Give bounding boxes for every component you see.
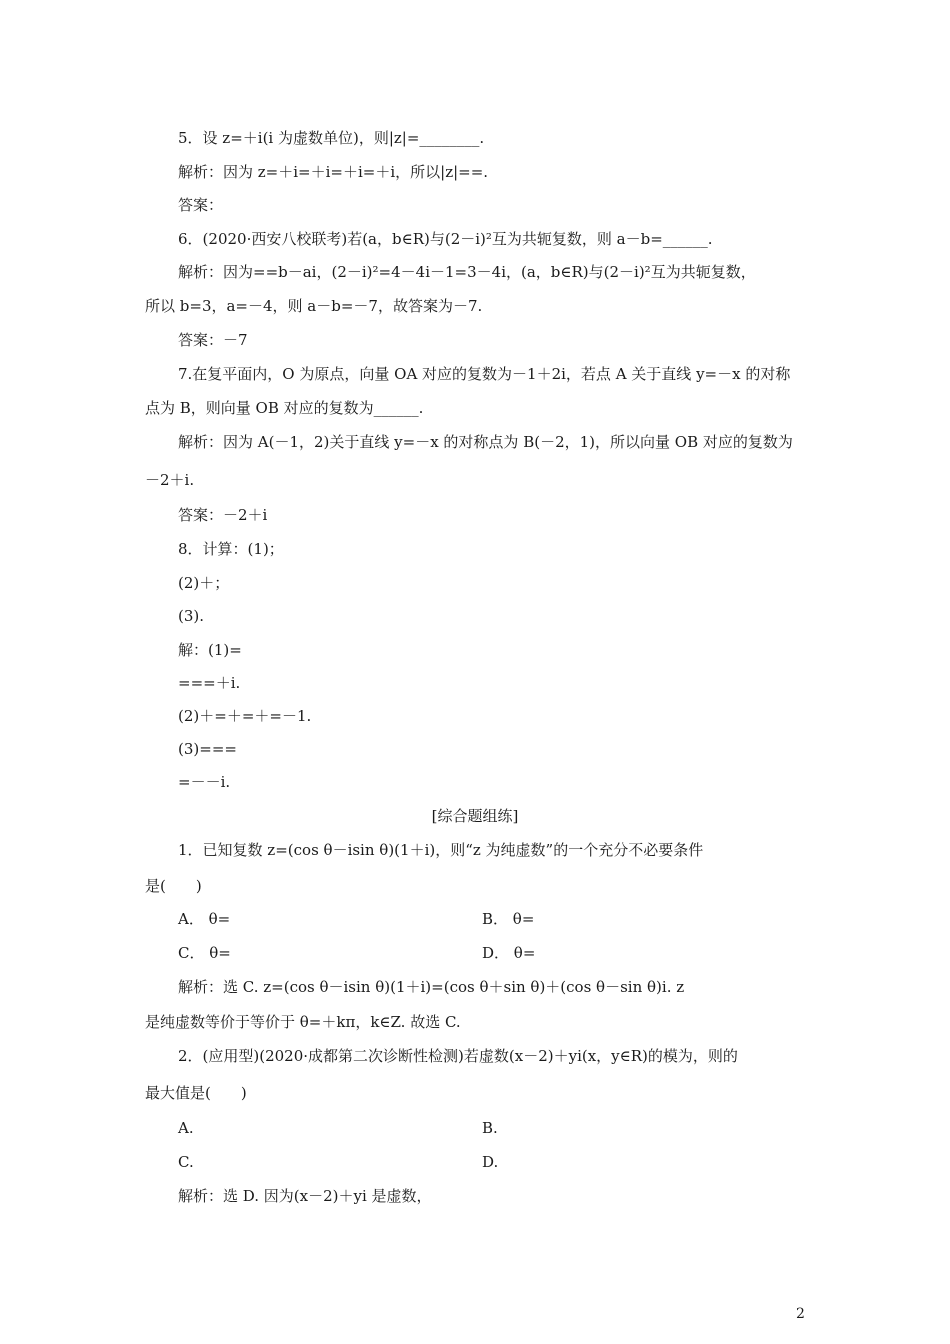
answer-6: 答案：－7 [178, 331, 248, 349]
exercise-2-option-d: D. [482, 1153, 499, 1171]
problem-6: 6．(2020·西安八校联考)若(a，b∈R)与(2－i)²互为共轭复数，则 a－b=______. [178, 230, 713, 248]
solution-8-line-2: ===＋i. [178, 674, 241, 692]
exercise-1-solution-1: 解析：选 C. z=(cos θ－isin θ)(1＋i)=(cos θ＋sin θ)＋(cos θ－sin θ)i. z [178, 978, 685, 996]
solution-8-part-3-a: (3)=== [178, 740, 237, 758]
solution-7-line-1: 解析：因为 A(－1，2)关于直线 y=－x 的对称点为 B(－2，1)，所以向量 OB 对应的复数为 [178, 433, 793, 451]
problem-8: 8．计算：(1)； [178, 540, 284, 558]
exercise-1-line-1: 1．已知复数 z=(cos θ－isin θ)(1＋i)，则“z 为纯虚数”的一个充分不必要条件 [178, 841, 704, 859]
answer-5: 答案： [178, 196, 224, 214]
page-number: 2 [796, 1306, 805, 1322]
exercise-1-option-a: A． θ= [178, 910, 231, 928]
exercise-2-line-1: 2．(应用型)(2020·成都第二次诊断性检测)若虚数(x－2)＋yi(x，y∈R)的模为，则的 [178, 1047, 738, 1065]
exercise-1-option-b: B． θ= [482, 910, 535, 928]
problem-8-part-3: (3). [178, 607, 205, 625]
solution-8-part-3-b: =－－i. [178, 773, 231, 791]
problem-7-line-1: 7.在复平面内，O 为原点，向量 OA 对应的复数为－1＋2i，若点 A 关于直线 y=－x 的对称 [178, 365, 791, 383]
solution-7-line-2: －2＋i. [145, 471, 195, 489]
solution-6-line-2: 所以 b=3，a=－4，则 a－b=－7，故答案为－7. [145, 297, 483, 315]
problem-7-line-2: 点为 B，则向量 OB 对应的复数为______. [145, 399, 424, 417]
section-heading: [综合题组练] [431, 807, 519, 825]
solution-5: 解析：因为 z=＋i=＋i=＋i=＋i，所以|z|==. [178, 163, 489, 181]
exercise-2-option-a: A. [178, 1119, 194, 1137]
exercise-2-solution: 解析：选 D. 因为(x－2)＋yi 是虚数， [178, 1187, 432, 1205]
exercise-2-option-c: C. [178, 1153, 194, 1171]
problem-8-part-2: (2)＋； [178, 574, 230, 592]
problem-5: 5．设 z=＋i(i 为虚数单位)，则|z|=________. [178, 129, 485, 147]
answer-7: 答案：－2＋i [178, 506, 268, 524]
exercise-1-line-2: 是( ) [145, 877, 202, 895]
solution-6-line-1: 解析：因为==b－ai，(2－i)²=4－4i－1=3－4i，(a，b∈R)与(2－i)²互为共轭复数， [178, 263, 756, 281]
solution-8-part-2: (2)＋=＋=＋=－1. [178, 707, 312, 725]
exercise-2-line-2: 最大值是( ) [145, 1084, 247, 1102]
exercise-1-option-c: C． θ= [178, 944, 231, 962]
exercise-2-option-b: B. [482, 1119, 498, 1137]
solution-8-line-1: 解：(1)= [178, 641, 242, 659]
exercise-1-solution-2: 是纯虚数等价于等价于 θ=＋kπ，k∈Z. 故选 C. [145, 1013, 461, 1031]
exercise-1-option-d: D． θ= [482, 944, 536, 962]
